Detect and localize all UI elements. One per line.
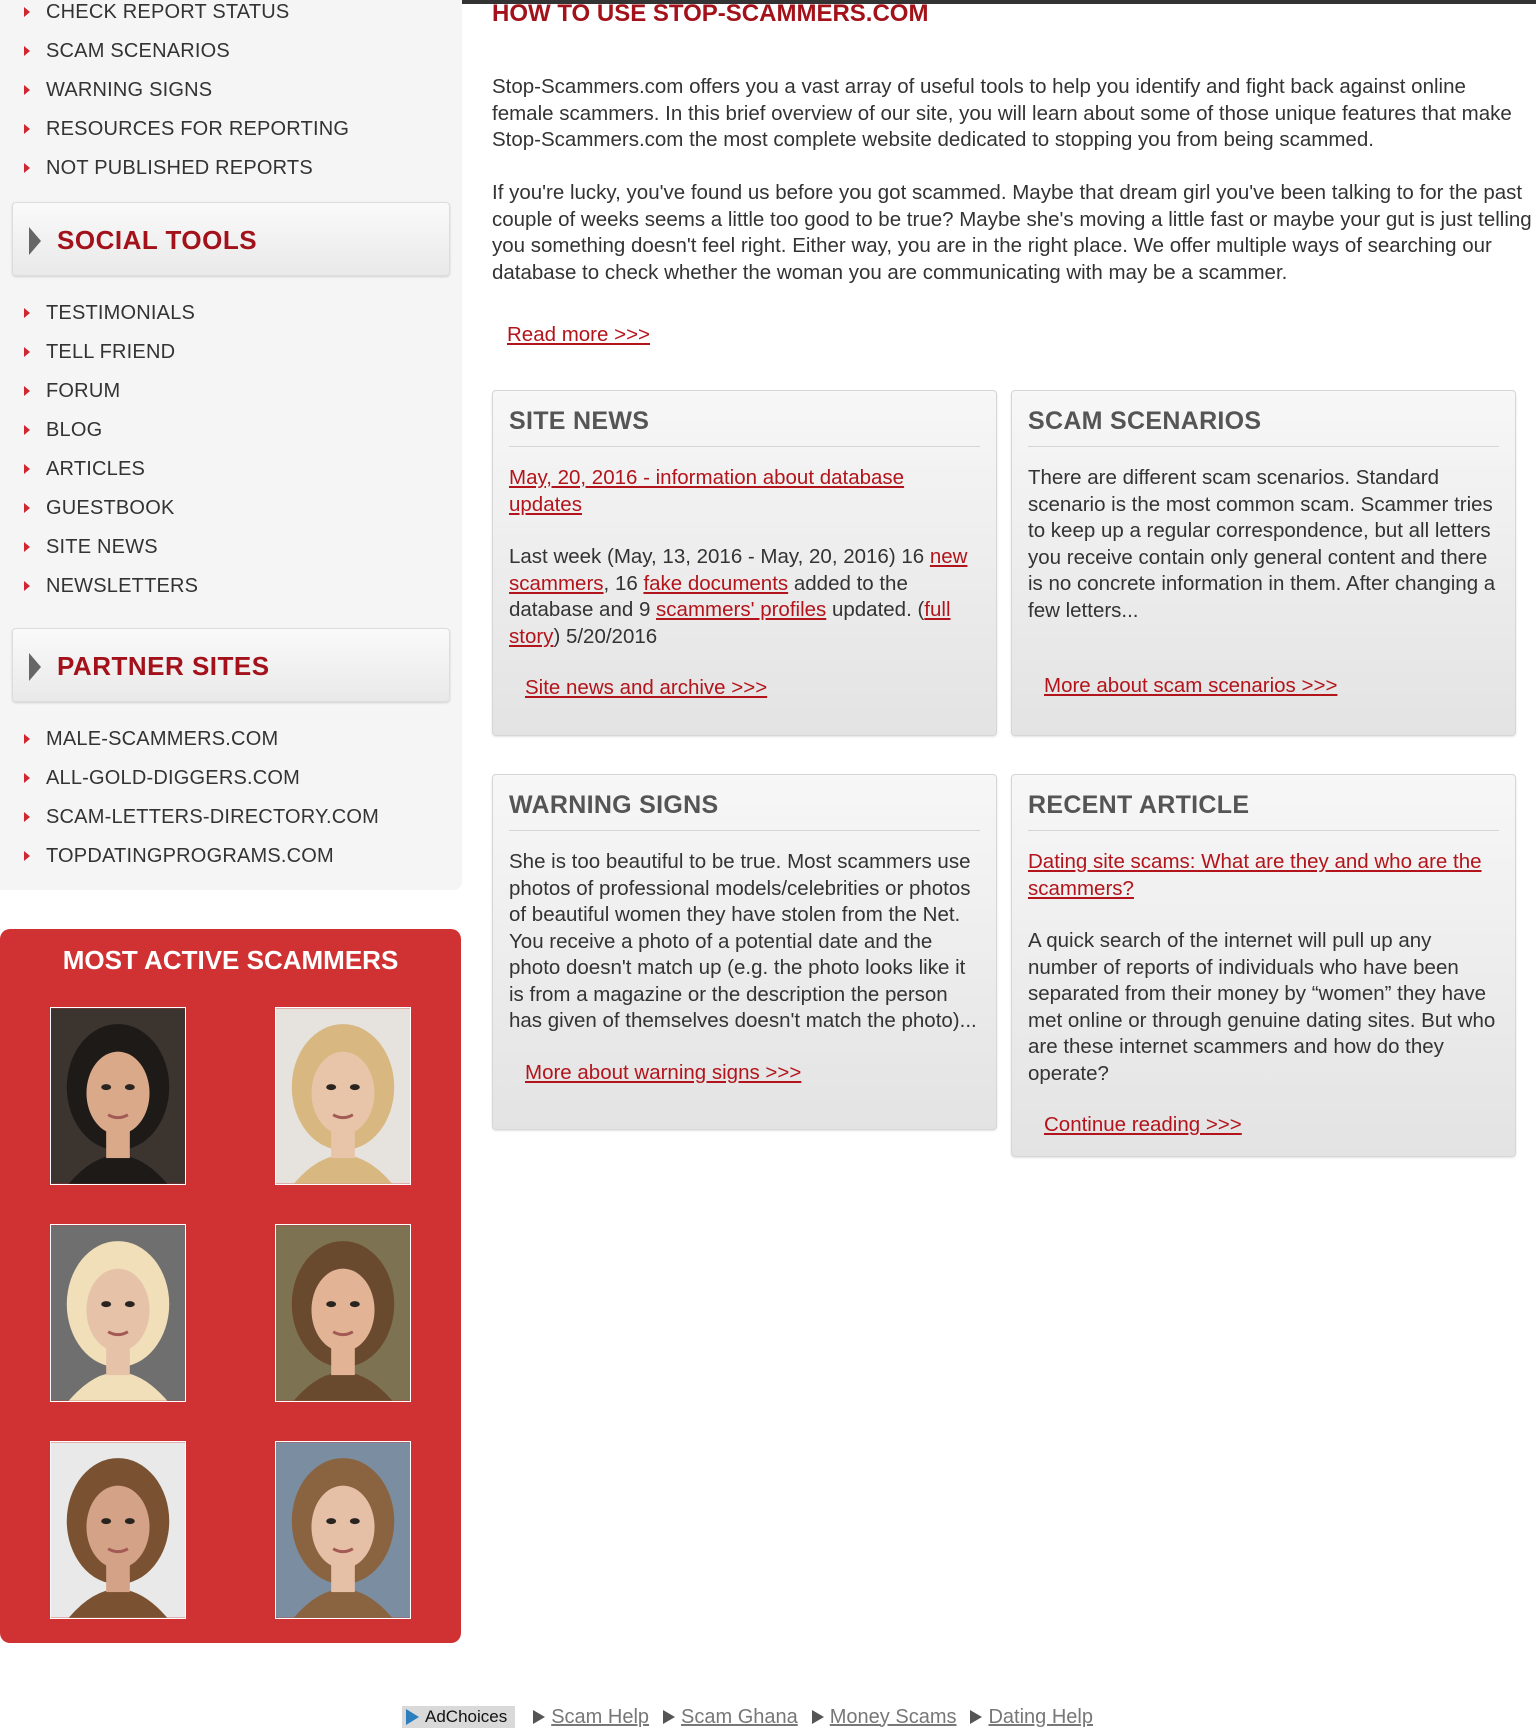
news-text: updated. ( xyxy=(826,598,925,621)
continue-reading-link[interactable]: Continue reading >>> xyxy=(1044,1113,1242,1136)
scammer-photo[interactable] xyxy=(50,1224,186,1402)
ad-links-bar xyxy=(402,1704,1107,1730)
arrow-right-icon xyxy=(24,163,30,173)
ad-link-item xyxy=(533,1706,649,1729)
site-news-archive-link[interactable]: Site news and archive >>> xyxy=(525,676,768,699)
scammers-profiles-link[interactable]: scammers' profiles xyxy=(656,598,827,621)
sidebar-item-scam-scenarios[interactable]: SCAM SCENARIOS xyxy=(0,32,462,71)
portrait-image xyxy=(51,1008,185,1184)
portrait-image xyxy=(276,1225,410,1401)
sidebar-item-topdatingprograms[interactable]: TOPDATINGPROGRAMS.COM xyxy=(0,837,462,876)
arrow-right-icon xyxy=(24,308,30,318)
news-text: ) 5/20/2016 xyxy=(553,624,658,648)
card-title: WARNING SIGNS xyxy=(509,791,980,831)
card-body: There are different scam scenarios. Standard scenario is the most common scam. Scammer tries to keep up a regular correspondence, but all letters you receive contain only general content and there is no concrete information in them. After changing a few letters... xyxy=(1028,466,1496,622)
arrow-right-icon xyxy=(24,542,30,552)
scammer-photo[interactable] xyxy=(275,1007,411,1185)
arrow-right-icon xyxy=(24,464,30,474)
sidebar-item-resources-for-reporting[interactable]: RESOURCES FOR REPORTING xyxy=(0,110,462,149)
portrait-image xyxy=(51,1442,185,1618)
adchoices-button[interactable] xyxy=(402,1706,515,1728)
triangle-right-icon xyxy=(29,653,41,681)
sidebar-item-guestbook[interactable]: GUESTBOOK xyxy=(0,489,462,528)
sidebar-item-forum[interactable]: FORUM xyxy=(0,372,462,411)
ad-link-item xyxy=(970,1706,1093,1729)
card-body: She is too beautiful to be true. Most scammers use photos of professional models/celebrities or photos of beautiful women they have stolen from the Net. You receive a photo of a potential date and the photo doesn't match up (e.g. the photo looks like it is from a magazine or the description the person has given of themselves doesn't match the photo)... xyxy=(509,850,977,1032)
scammer-photo[interactable] xyxy=(50,1007,186,1185)
arrow-right-icon xyxy=(24,46,30,56)
arrow-right-icon xyxy=(24,425,30,435)
scammer-photo[interactable] xyxy=(275,1441,411,1619)
sidebar-item-check-report-status[interactable]: CHECK REPORT STATUS xyxy=(0,0,462,32)
partner-sites-title: PARTNER SITES xyxy=(57,651,270,681)
sidebar-item-scam-letters-directory[interactable]: SCAM-LETTERS-DIRECTORY.COM xyxy=(0,798,462,837)
news-headline-link[interactable]: May, 20, 2016 - information about database updates xyxy=(509,466,905,516)
partner-sites-menu xyxy=(0,720,462,876)
card-title: SITE NEWS xyxy=(509,407,980,447)
news-summary xyxy=(509,544,980,650)
arrow-right-icon xyxy=(24,124,30,134)
most-active-scammers-panel xyxy=(0,929,461,1643)
social-tools-title: SOCIAL TOOLS xyxy=(57,225,258,255)
sidebar-item-articles[interactable]: ARTICLES xyxy=(0,450,462,489)
warning-signs-card xyxy=(492,774,997,1130)
arrow-right-icon xyxy=(24,85,30,95)
scam-scenarios-more-link[interactable]: More about scam scenarios >>> xyxy=(1044,674,1338,697)
sidebar-item-all-gold-diggers[interactable]: ALL-GOLD-DIGGERS.COM xyxy=(0,759,462,798)
arrow-right-icon xyxy=(24,773,30,783)
arrow-right-icon xyxy=(24,503,30,513)
scam-scenarios-card xyxy=(1011,390,1516,736)
portrait-image xyxy=(276,1008,410,1184)
ad-link-scam-help[interactable]: Scam Help xyxy=(551,1705,650,1728)
arrow-right-icon xyxy=(24,581,30,591)
portrait-image xyxy=(276,1442,410,1618)
ad-link-dating-help[interactable]: Dating Help xyxy=(988,1705,1093,1728)
adchoices-icon xyxy=(406,1709,419,1725)
news-text: , 16 xyxy=(603,571,644,595)
news-text: Last week (May, 13, 2016 - May, 20, 2016) 16 xyxy=(509,545,930,568)
sidebar-item-tell-friend[interactable]: TELL FRIEND xyxy=(0,333,462,372)
intro-paragraph: If you're lucky, you've found us before you got scammed. Maybe that dream girl you've been talking to for the past couple of weeks seems a little too good to be true? Maybe she's moving a little fast or maybe your gut is just telling you something doesn't feel right. Either way, you are in the right place. We offer multiple ways of searching our database to check whether the woman you are communicating with may be a scammer. xyxy=(492,181,1532,284)
fake-documents-link[interactable]: fake documents xyxy=(643,571,789,595)
news-text: added to the database and 9 xyxy=(509,571,908,621)
triangle-right-icon xyxy=(29,227,41,255)
sidebar-item-newsletters[interactable]: NEWSLETTERS xyxy=(0,567,462,606)
sidebar-top-menu xyxy=(0,0,462,188)
sidebar-item-male-scammers[interactable]: MALE-SCAMMERS.COM xyxy=(0,720,462,759)
card-title: SCAM SCENARIOS xyxy=(1028,407,1499,447)
arrow-right-icon xyxy=(24,7,30,17)
sidebar-item-warning-signs[interactable]: WARNING SIGNS xyxy=(0,71,462,110)
social-tools-header xyxy=(12,202,450,276)
arrow-right-icon xyxy=(24,347,30,357)
read-more-link[interactable]: Read more >>> xyxy=(507,323,651,346)
sidebar-item-site-news[interactable]: SITE NEWS xyxy=(0,528,462,567)
sidebar-item-testimonials[interactable]: TESTIMONIALS xyxy=(0,294,462,333)
play-triangle-icon xyxy=(533,1710,545,1724)
ad-link-money-scams[interactable]: Money Scams xyxy=(829,1705,957,1728)
page-title: HOW TO USE STOP-SCAMMERS.COM xyxy=(492,0,929,27)
arrow-right-icon xyxy=(24,386,30,396)
arrow-right-icon xyxy=(24,812,30,822)
new-scammers-link[interactable]: new scammers xyxy=(509,545,968,595)
ad-link-item xyxy=(812,1706,957,1729)
recent-article-card xyxy=(1011,774,1516,1157)
partner-sites-header xyxy=(12,628,450,702)
play-triangle-icon xyxy=(663,1710,675,1724)
adchoices-label: AdChoices xyxy=(425,1707,508,1726)
sidebar-item-blog[interactable]: BLOG xyxy=(0,411,462,450)
card-title: RECENT ARTICLE xyxy=(1028,791,1499,831)
full-story-link[interactable]: full story xyxy=(509,598,951,648)
card-body: A quick search of the internet will pull up any number of reports of individuals who have been separated from their money by “women” they have met online or through genuine dating sites. But who are these internet scammers and how do they operate? xyxy=(1028,929,1496,1085)
arrow-right-icon xyxy=(24,734,30,744)
scammer-photo[interactable] xyxy=(50,1441,186,1619)
sidebar-item-not-published-reports[interactable]: NOT PUBLISHED REPORTS xyxy=(0,149,462,188)
social-tools-menu xyxy=(0,294,462,606)
ad-link-scam-ghana[interactable]: Scam Ghana xyxy=(681,1705,798,1728)
site-news-card xyxy=(492,390,997,736)
most-active-scammers-title: MOST ACTIVE SCAMMERS xyxy=(62,945,399,975)
article-headline-link[interactable]: Dating site scams: What are they and who are the scammers? xyxy=(1028,850,1482,900)
play-triangle-icon xyxy=(970,1710,982,1724)
ad-link-item xyxy=(663,1706,798,1729)
sidebar xyxy=(0,0,462,890)
warning-signs-more-link[interactable]: More about warning signs >>> xyxy=(525,1060,802,1084)
scammer-photo[interactable] xyxy=(275,1224,411,1402)
intro-paragraph: Stop-Scammers.com offers you a vast array of useful tools to help you identify and fight back against online female scammers. In this brief overview of our site, you will learn about some of those unique features that make Stop-Scammers.com the most complete website dedicated to stopping you from being scammed. xyxy=(492,75,1512,151)
play-triangle-icon xyxy=(812,1710,824,1724)
portrait-image xyxy=(51,1225,185,1401)
arrow-right-icon xyxy=(24,851,30,861)
